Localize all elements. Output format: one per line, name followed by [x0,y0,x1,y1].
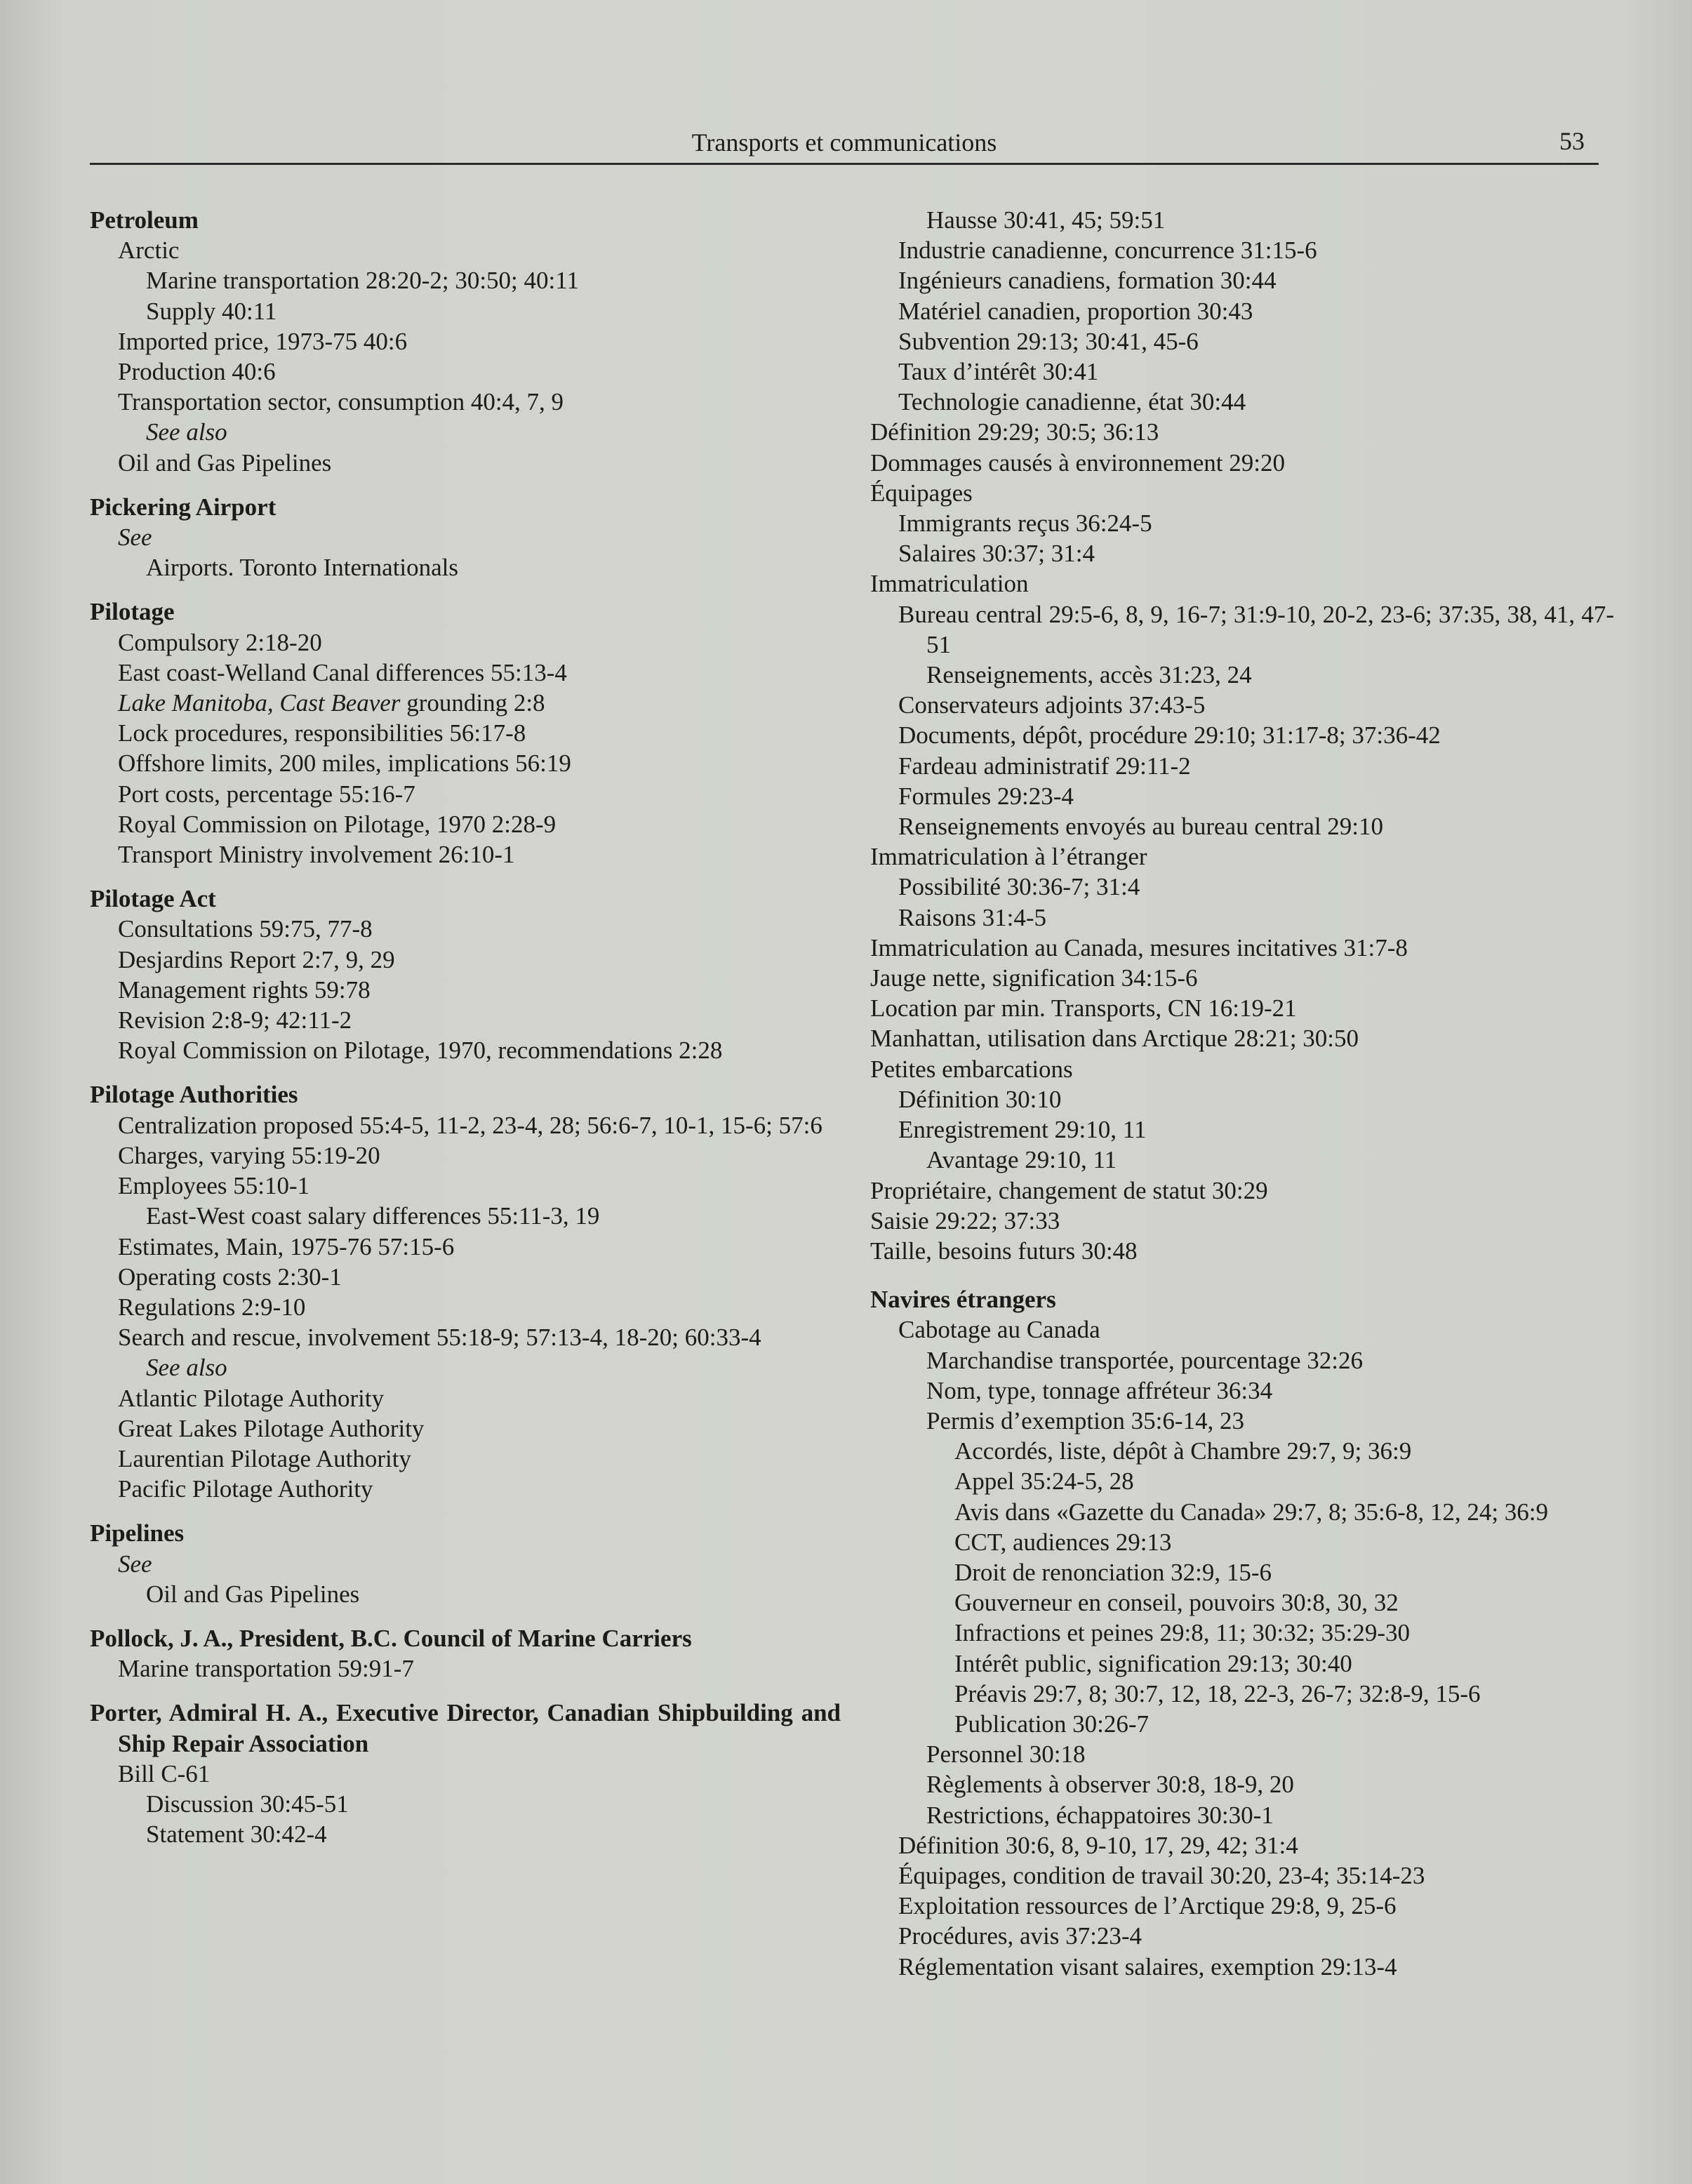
index-entry-navires-etrangers [870,1284,1614,1982]
subentry: Royal Commission on Pilotage, 1970 2:28-9 [118,810,557,838]
subentry: Employees 55:10-1 [118,1172,310,1200]
subentry: Bill C-61 [118,1759,211,1787]
subentry: Desjardins Report 2:7, 9, 29 [118,945,395,973]
entry-heading: Pickering Airport [90,493,277,521]
subentry: Manhattan, utilisation dans Arctique 28:21; 30:50 [870,1025,1359,1053]
subentry: Renseignements, accès 31:23, 24 [926,661,1252,689]
subentry: Immatriculation à l’étranger [870,843,1147,871]
subentry: East coast-Welland Canal differences 55:13-4 [118,658,567,686]
subentry: Port costs, percentage 55:16-7 [118,780,415,808]
subentry: Petites embarcations [870,1055,1073,1083]
subentry: Taille, besoins futurs 30:48 [870,1237,1138,1265]
subentry: Publication 30:26-7 [954,1710,1150,1738]
cross-reference: Oil and Gas Pipelines [146,1580,360,1608]
index-entry-pilotage-act [90,884,841,1065]
entry-heading: Pilotage [90,598,175,626]
running-header [90,119,1599,165]
subentry: Raisons 31:4-5 [898,903,1046,931]
subentry: Enregistrement 29:10, 11 [898,1116,1147,1144]
subentry: Propriétaire, changement de statut 30:29 [870,1176,1268,1204]
subentry: Équipages [870,479,973,507]
subentry: Immigrants reçus 36:24-5 [898,510,1152,538]
index-entry-continued [870,205,1614,1266]
entry-heading: Pilotage Authorities [90,1081,298,1109]
subentry: Marine transportation 59:91-7 [118,1655,414,1683]
cross-reference: Laurentian Pilotage Authority [118,1444,411,1472]
subentry: Imported price, 1973-75 40:6 [118,327,408,355]
subentry: Règlements à observer 30:8, 18-9, 20 [926,1771,1294,1799]
subentry: Personnel 30:18 [926,1740,1086,1769]
subentry-text: grounding 2:8 [400,689,545,717]
subentry: Immatriculation [870,570,1029,598]
subentry: Renseignements envoyés au bureau central 29:10 [898,813,1384,841]
see-also-label: See also [146,418,227,446]
subentry: Définition 30:10 [898,1085,1062,1113]
vessel-name: Lake Manitoba, Cast Beaver [118,689,401,717]
subentry: Restrictions, échappatoires 30:30-1 [926,1801,1274,1829]
subentry: Supply 40:11 [146,297,277,325]
subentry: Discussion 30:45-51 [146,1790,349,1818]
cross-reference: Atlantic Pilotage Authority [118,1384,385,1412]
subentry: Jauge nette, signification 34:15-6 [870,964,1198,992]
subentry: Fardeau administratif 29:11-2 [898,752,1191,780]
subentry: Management rights 59:78 [118,976,371,1004]
index-entry-pilotage [90,597,841,870]
subentry: Gouverneur en conseil, pouvoirs 30:8, 30, 32 [954,1589,1399,1617]
subentry: Marine transportation 28:20-2; 30:50; 40:11 [146,267,579,295]
subentry: Possibilité 30:36-7; 31:4 [898,873,1140,901]
index-entry-pollock [90,1623,841,1684]
subentry: Procédures, avis 37:23-4 [898,1922,1143,1950]
subentry: Immatriculation au Canada, mesures incitatives 31:7-8 [870,933,1408,961]
subentry: Cabotage au Canada [898,1316,1100,1344]
entry-heading: Pollock, J. A., President, B.C. Council of Marine Carriers [90,1624,692,1652]
subentry: Subvention 29:13; 30:41, 45-6 [898,327,1199,355]
subentry: Compulsory 2:18-20 [118,628,322,656]
subentry: Royal Commission on Pilotage, 1970, recommendations 2:28 [118,1037,723,1065]
index-entry-petroleum [90,205,841,478]
index-column-left [90,205,841,1863]
subentry: Production 40:6 [118,358,276,386]
entry-heading: Pipelines [90,1519,185,1547]
subentry: Arctic [118,237,180,265]
subentry: Hausse 30:41, 45; 59:51 [926,206,1166,234]
see-label: See [118,1550,152,1578]
subentry: Estimates, Main, 1975-76 57:15-6 [118,1232,455,1260]
entry-heading: Petroleum [90,206,199,234]
subentry: Réglementation visant salaires, exemption 29:13-4 [898,1952,1397,1980]
subentry [90,688,841,718]
index-entry-pipelines [90,1518,841,1609]
subentry: Dommages causés à environnement 29:20 [870,448,1285,477]
index-entry-pickering-airport [90,492,841,583]
subentry: Avis dans «Gazette du Canada» 29:7, 8; 35:6-8, 12, 24; 36:9 [954,1498,1549,1526]
subentry: Centralization proposed 55:4-5, 11-2, 23-4, 28; 56:6-7, 10-1, 15-6; 57:6 [118,1111,822,1139]
cross-reference: Great Lakes Pilotage Authority [118,1414,425,1442]
subentry: Saisie 29:22; 37:33 [870,1206,1060,1234]
subentry: Définition 30:6, 8, 9-10, 17, 29, 42; 31:4 [898,1831,1298,1859]
page-number: 53 [1559,127,1585,155]
subentry: Operating costs 2:30-1 [118,1263,342,1291]
subentry: Charges, varying 55:19-20 [118,1141,380,1169]
subentry: Avantage 29:10, 11 [926,1146,1117,1174]
header-title: Transports et communications [691,128,997,157]
subentry: Bureau central 29:5-6, 8, 9, 16-7; 31:9-10, 20-2, 23-6; 37:35, 38, 41, 47-51 [898,600,1614,658]
cross-reference: Oil and Gas Pipelines [118,448,332,477]
index-entry-pilotage-authorities [90,1079,841,1504]
cross-reference: Pacific Pilotage Authority [118,1475,373,1503]
subentry: Nom, type, tonnage affréteur 36:34 [926,1376,1273,1404]
subentry: Formules 29:23-4 [898,782,1074,810]
subentry: Appel 35:24-5, 28 [954,1467,1134,1496]
subentry: Documents, dépôt, procédure 29:10; 31:17-8; 37:36-42 [898,721,1441,750]
subentry: Intérêt public, signification 29:13; 30:40 [954,1649,1352,1677]
subentry: Search and rescue, involvement 55:18-9; 57:13-4, 18-20; 60:33-4 [118,1324,761,1352]
see-label: See [118,524,152,552]
subentry: Consultations 59:75, 77-8 [118,915,373,943]
subentry: Ingénieurs canadiens, formation 30:44 [898,267,1277,295]
index-column-right [870,205,1614,1996]
subentry: Définition 29:29; 30:5; 36:13 [870,418,1159,446]
subentry: Transportation sector, consumption 40:4, 7, 9 [118,388,564,416]
subentry: Industrie canadienne, concurrence 31:15-6 [898,237,1317,265]
subentry: Préavis 29:7, 8; 30:7, 12, 18, 22-3, 26-7; 32:8-9, 15-6 [954,1679,1481,1707]
entry-heading: Pilotage Act [90,885,216,913]
subentry: Technologie canadienne, état 30:44 [898,388,1246,416]
subentry: Lock procedures, responsibilities 56:17-8 [118,719,526,747]
subentry: Exploitation ressources de l’Arctique 29:8, 9, 25-6 [898,1892,1397,1920]
subentry: Transport Ministry involvement 26:10-1 [118,841,515,869]
subentry: Regulations 2:9-10 [118,1293,306,1321]
subentry: Accordés, liste, dépôt à Chambre 29:7, 9; 36:9 [954,1437,1412,1465]
subentry: Équipages, condition de travail 30:20, 23-4; 35:14-23 [898,1861,1425,1889]
entry-heading: Navires étrangers [870,1286,1056,1314]
subentry: Matériel canadien, proportion 30:43 [898,297,1253,325]
subentry: Statement 30:42-4 [146,1820,327,1849]
subentry: East-West coast salary differences 55:11-3, 19 [146,1202,600,1230]
subentry: Salaires 30:37; 31:4 [898,540,1095,568]
subentry: Taux d’intérêt 30:41 [898,358,1099,386]
subentry: Location par min. Transports, CN 16:19-21 [870,994,1297,1023]
subentry: Revision 2:8-9; 42:11-2 [118,1006,352,1034]
index-entry-porter [90,1698,841,1849]
subentry: Marchandise transportée, pourcentage 32:26 [926,1346,1363,1374]
subentry: Offshore limits, 200 miles, implications 56:19 [118,750,571,778]
subentry: Droit de renonciation 32:9, 15-6 [954,1558,1272,1586]
subentry: Conservateurs adjoints 37:43-5 [898,691,1206,719]
subentry: Permis d’exemption 35:6-14, 23 [926,1406,1245,1434]
cross-reference: Airports. Toronto Internationals [146,554,459,582]
subentry: Infractions et peines 29:8, 11; 30:32; 35:29-30 [954,1619,1411,1647]
see-also-label: See also [146,1354,227,1382]
entry-heading: Porter, Admiral H. A., Executive Director, Canadian Shipbuilding and Ship Repair Association [90,1699,841,1757]
subentry: CCT, audiences 29:13 [954,1528,1172,1556]
